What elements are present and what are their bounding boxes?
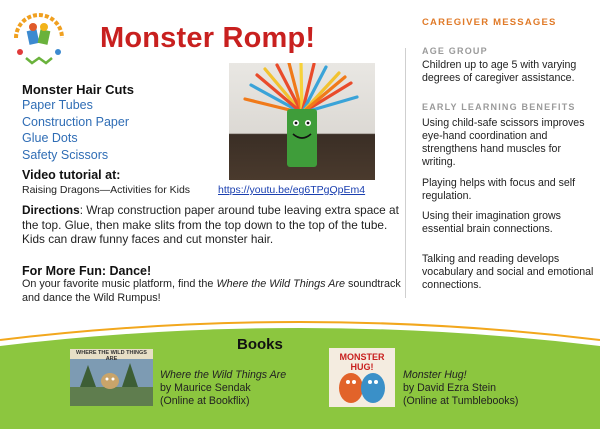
books-heading: Books — [237, 336, 283, 353]
growing-readers-logo — [6, 8, 72, 74]
book2-author: by David Ezra Stein — [403, 382, 497, 394]
material-item: Safety Scissors — [22, 147, 109, 162]
book2-source: (Online at Tumblebooks) — [403, 395, 519, 407]
video-source: Raising Dragons—Activities for Kids — [22, 184, 191, 196]
video-label: Video tutorial at: — [22, 168, 121, 182]
benefit-item: Using their imagination grows essential brain connections. — [422, 210, 561, 235]
wild-things-cover-title: WHERE THE WILD THINGS ARE — [76, 350, 147, 362]
book1-source: (Online at Bookflix) — [160, 395, 250, 407]
activity-title: Monster Hair Cuts — [22, 82, 134, 97]
material-item: Construction Paper — [22, 114, 130, 129]
page-title: Monster Romp! — [100, 22, 316, 54]
age-group-heading: AGE GROUP — [422, 46, 488, 56]
benefit-item: Using child-safe scissors improves eye-hand coordination and strengthens hand muscles for writing. — [422, 117, 585, 168]
book1-title: Where the Wild Things Are — [160, 369, 287, 381]
material-item: Glue Dots — [22, 131, 78, 145]
benefits-heading: EARLY LEARNING BENEFITS — [422, 102, 576, 112]
wild-things-cover — [70, 349, 153, 406]
video-link[interactable]: https://youtu.be/eg6TPgQpEm4 — [218, 184, 366, 196]
monster-hug-cover-title: MONSTER HUG! — [339, 352, 385, 372]
materials-list — [22, 97, 129, 163]
directions-body: : Wrap construction paper around tube leaving extra space at the top. Glue, then make slits from the top down to the top of the tube. Kids can draw funny faces and cut monster hair. — [22, 203, 399, 246]
caregiver-heading: CAREGIVER MESSAGES — [422, 17, 557, 28]
book1-info — [160, 369, 286, 408]
monster-hug-cover — [329, 348, 395, 407]
book2-title: Monster Hug! — [403, 369, 467, 381]
fun-text-part: On your favorite music platform, find the — [22, 278, 217, 290]
benefit-item: Playing helps with focus and self regulation. — [422, 177, 576, 202]
material-item: Paper Tubes — [22, 98, 93, 112]
fun-text-part: soundtrack and dance the Wild Rumpus! — [22, 278, 401, 304]
benefit-item: Talking and reading develops vocabulary and social and emotional connections. — [422, 253, 594, 291]
sidebar-divider — [405, 48, 406, 298]
fun-text-book-title: Where the Wild Things Are — [216, 278, 345, 290]
directions-text — [22, 203, 407, 247]
book1-author: by Maurice Sendak — [160, 382, 251, 394]
directions-label: Directions — [22, 203, 80, 217]
fun-text — [22, 278, 402, 305]
fun-title: For More Fun: Dance! — [22, 264, 152, 278]
age-group-text: Children up to age 5 with varying degrees of caregiver assistance. — [422, 59, 577, 84]
book2-info — [403, 369, 518, 408]
monster-craft-photo — [229, 63, 375, 180]
